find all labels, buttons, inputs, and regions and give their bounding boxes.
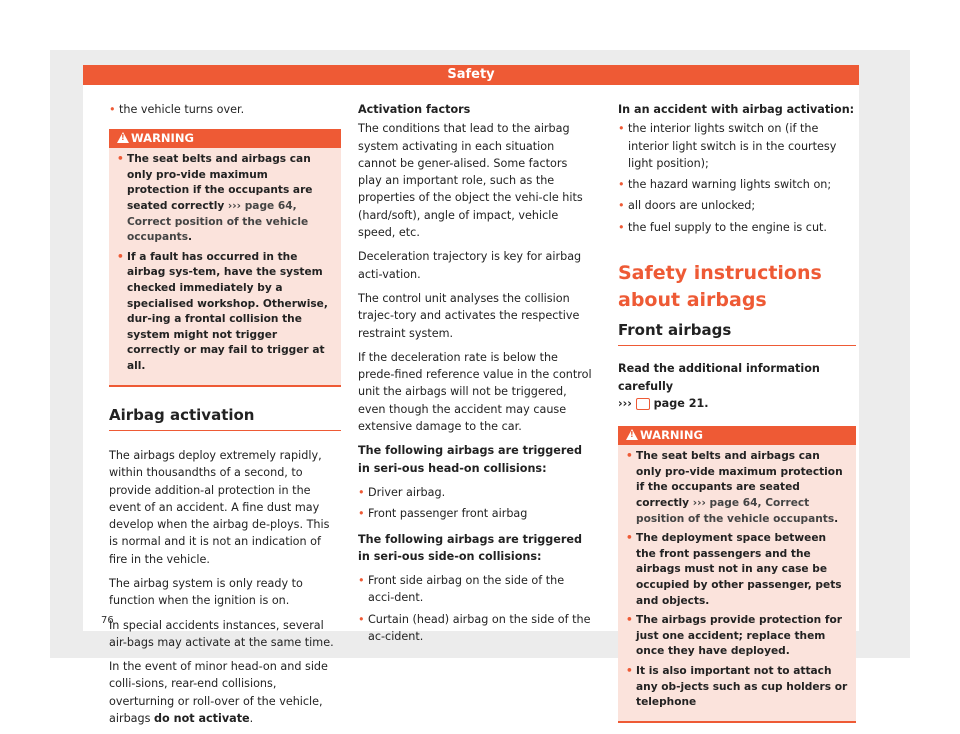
column-1 xyxy=(109,101,341,734)
paragraph: Deceleration trajectory is key for airbag acti-vation. xyxy=(358,250,582,281)
section-title: Front airbags xyxy=(618,322,856,346)
subsection-title: Activation factors xyxy=(358,103,471,116)
warning-item: • The deployment space between the front passengers and the airbags must not in any case be occupied by other passenger, pets and objects. xyxy=(626,531,848,609)
warning-item: • The airbags provide protection for just one accident; replace them once they have deployed. xyxy=(626,613,848,660)
book-icon xyxy=(636,398,650,410)
manual-page xyxy=(83,65,859,726)
list-item: • the vehicle turns over. xyxy=(109,101,341,118)
warning-item xyxy=(117,152,333,246)
warning-text: The seat belts and airbags can only pro-vide maximum protection if the occupants are seated correctly xyxy=(127,153,313,213)
list-item: • the hazard warning lights switch on; xyxy=(618,176,856,193)
paragraph: In special accidents instances, several air-bags may activate at the same time. xyxy=(109,618,334,649)
page-reference-link[interactable]: ››› page 64, Correct position of the vehicle occupants xyxy=(127,200,309,244)
list-item: • all doors are unlocked; xyxy=(618,197,856,214)
read-more-text: Read the additional information carefully xyxy=(618,362,820,393)
subsection-title: The following airbags are triggered in seri-ous side-on collisions: xyxy=(358,532,583,563)
reference-arrows: ››› xyxy=(618,396,632,410)
chapter-title: Safety instructions about airbags xyxy=(618,262,822,312)
list-item: • Front passenger front airbag xyxy=(358,505,592,522)
warning-item: • It is also important not to attach any ob-jects such as cup holders or telephone xyxy=(626,664,848,711)
warning-label: WARNING xyxy=(640,428,703,443)
paragraph: If the deceleration rate is below the prede-fined reference value in the control unit the airbags will not be triggered, even though the accident may cause extensive damage to the car. xyxy=(358,350,592,434)
warning-text: The seat belts and airbags can only pro-vide maximum protection if the occupants are seated correctly xyxy=(636,450,843,510)
column-2 xyxy=(358,101,592,649)
column-3 xyxy=(618,101,856,723)
section-header: Safety xyxy=(83,65,859,85)
warning-label: WARNING xyxy=(131,131,194,146)
paragraph-tail: . xyxy=(249,712,254,726)
warning-item xyxy=(626,449,848,527)
paragraph: The control unit analyses the collision trajec-tory and activates the respective restraint system. xyxy=(358,291,580,340)
list-item: • Driver airbag. xyxy=(358,484,592,501)
section-title: Airbag activation xyxy=(109,407,341,431)
warning-icon xyxy=(117,132,129,143)
subsection-title: In an accident with airbag activation: xyxy=(618,103,855,116)
emphasis-text: do not activate xyxy=(154,712,250,726)
page-reference-link[interactable]: page 21 xyxy=(653,396,705,410)
warning-text: If a fault has occurred in the airbag sys-tem, have the system checked immediately by a specialised workshop. Otherwise, dur-ing a frontal collision the system might not trigger correctly or may fail to trigger at all. xyxy=(127,250,328,373)
warning-tail: . xyxy=(834,512,839,525)
list-item: • the interior lights switch on (if the interior light switch is in the courtesy light position); xyxy=(618,120,856,172)
warning-box xyxy=(109,129,341,386)
warning-header xyxy=(109,129,341,148)
list-item: • the fuel supply to the engine is cut. xyxy=(618,219,856,236)
warning-icon xyxy=(626,429,638,440)
paragraph: The airbags deploy extremely rapidly, within thousandths of a second, to provide addition-al protection in the event of an accident. A fine dust may develop when the airbag de-ploys. This is normal and it is not an indication of fire in the vehicle. xyxy=(109,448,330,566)
warning-header xyxy=(618,426,856,445)
list-item: • Curtain (head) airbag on the side of the ac-cident. xyxy=(358,611,592,646)
paragraph-text: In the event of minor head-on and side colli-sions, rear-end collisions, overturning or roll-over of the vehicle, airbags xyxy=(109,660,328,726)
warning-box xyxy=(618,426,856,723)
subsection-title: The following airbags are triggered in seri-ous head-on collisions: xyxy=(358,444,583,475)
list-item: • Front side airbag on the side of the acci-dent. xyxy=(358,572,592,607)
paragraph: The airbag system is only ready to function when the ignition is on. xyxy=(109,576,303,608)
paragraph xyxy=(109,658,341,727)
read-more: Read the additional information carefully ››› page 21. xyxy=(618,362,820,410)
warning-item xyxy=(117,250,333,375)
page-number: 76 xyxy=(101,615,114,626)
page-reference-link[interactable]: ››› page 64, Correct position of the vehicle occupants xyxy=(636,497,835,525)
paragraph: The conditions that lead to the airbag system activating in each situation cannot be gener-alised. Some factors play an important role, such as the properties of the object the vehi-cle hits (hard/soft), angle of impact, vehicle speed, etc. xyxy=(358,122,583,240)
warning-tail: . xyxy=(188,231,193,244)
